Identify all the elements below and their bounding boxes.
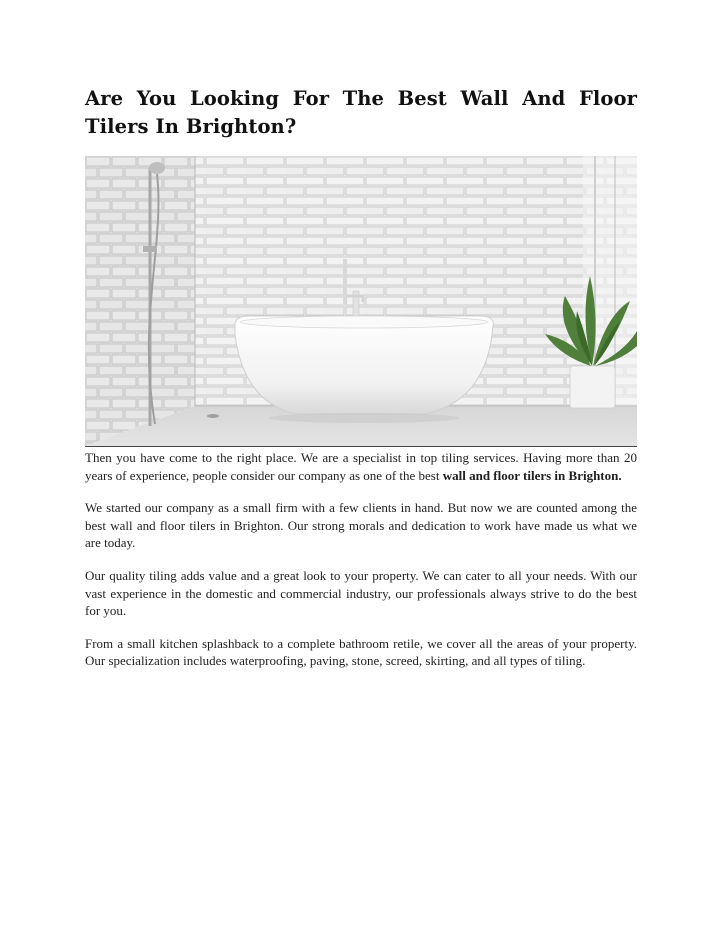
paragraph-4 xyxy=(85,635,637,670)
paragraph-1-text: Then you have come to the right place. We are a specialist in top tiling services. Having more than 20 years of experience, people consider our company as one of the best xyxy=(85,450,637,483)
paragraph-1-bold: wall and floor tilers in Brighton. xyxy=(442,467,622,483)
paragraph-2-text: We started our company as a small firm with a few clients in hand. But now we are counted among the best wall and floor tilers in Brighton. Our strong morals and dedication to work have made us what we are today. xyxy=(85,500,637,551)
paragraph-3-text: Our quality tiling adds value and a great look to your property. We can cater to all your needs. With our vast experience in the domestic and commercial industry, our professionals always strive to do the best for you. xyxy=(85,567,637,619)
paragraph-3 xyxy=(85,567,637,620)
hero-image xyxy=(85,156,637,447)
paragraph-4-text: From a small kitchen splashback to a complete bathroom retile, we cover all the areas of your property. Our specialization includes waterproofing, paving, stone, screed, skirting, and all types of tiling. xyxy=(85,635,637,669)
article-body xyxy=(85,449,637,685)
paragraph-1 xyxy=(85,449,637,484)
paragraph-2 xyxy=(85,499,637,552)
page-title: Are You Looking For The Best Wall And Floor Tilers In Brighton? xyxy=(85,87,637,138)
